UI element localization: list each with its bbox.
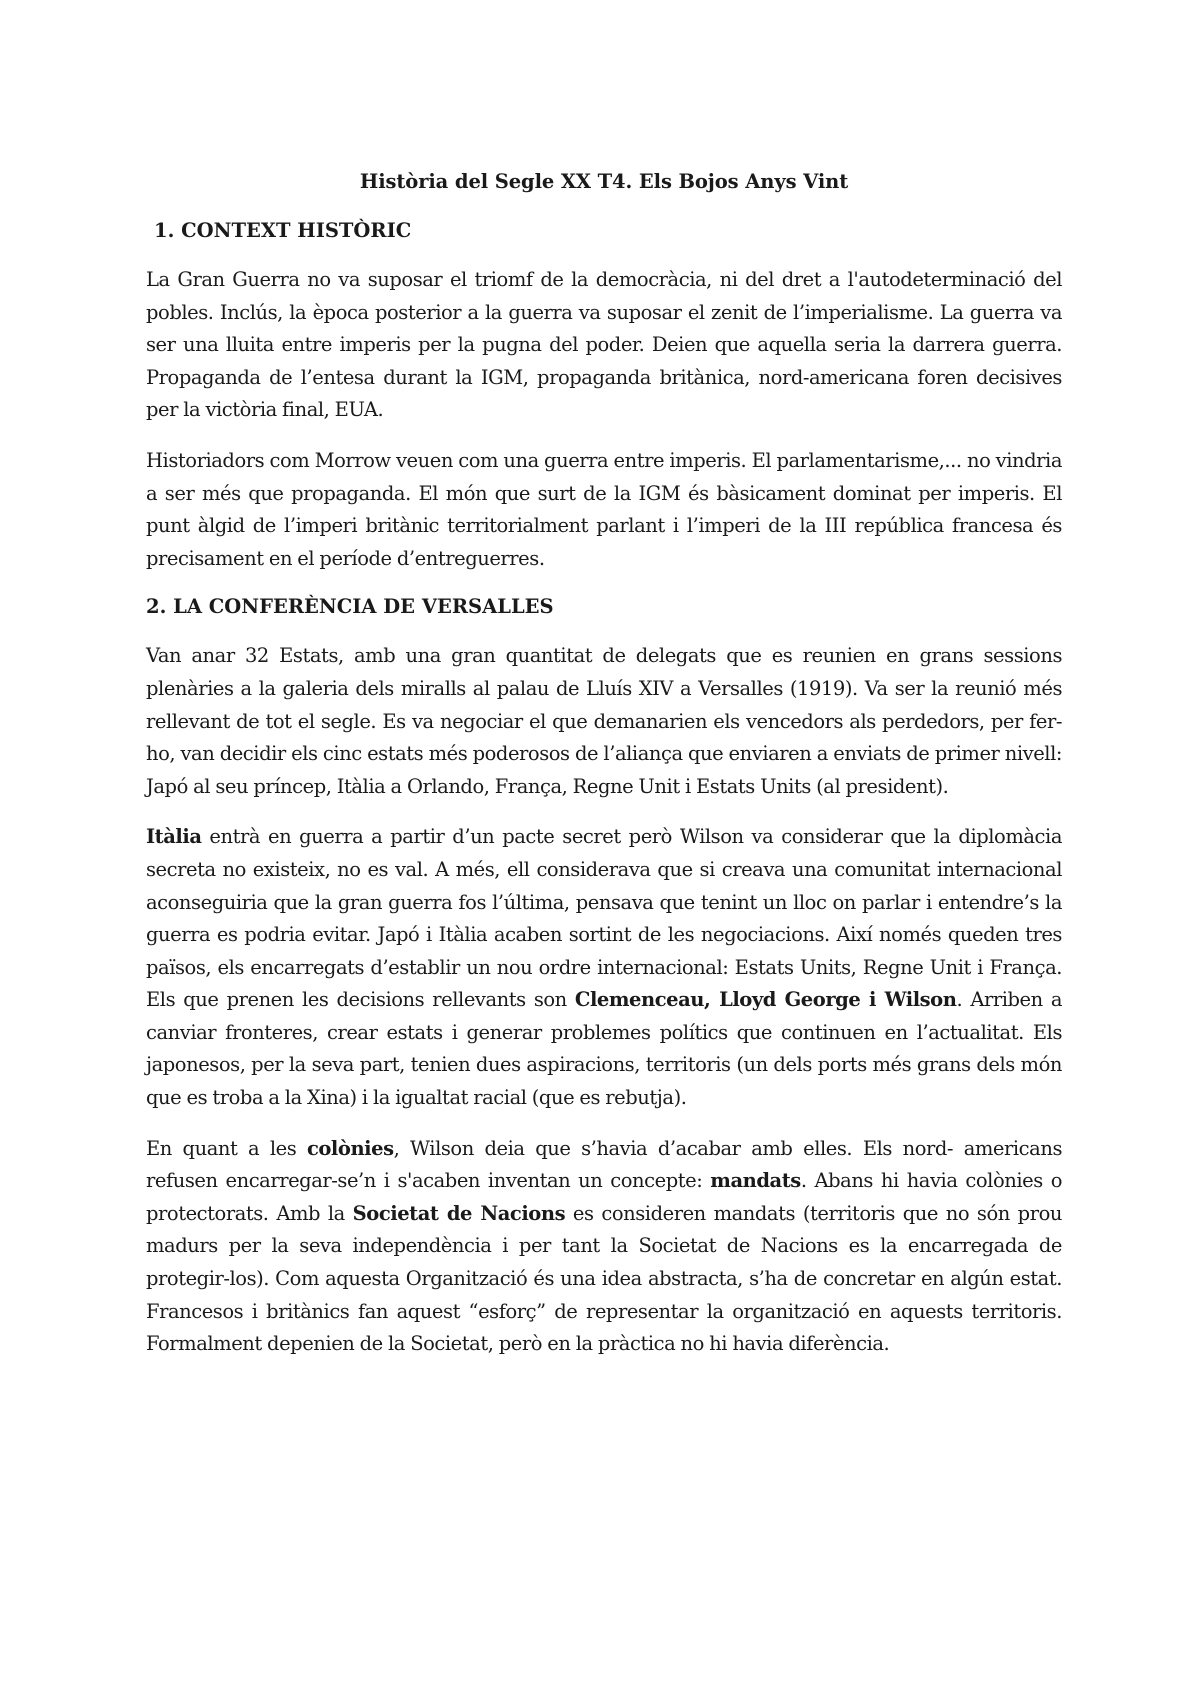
bold-text-run: Clemenceau, Lloyd George i Wilson	[574, 988, 957, 1012]
text-run: . Arriben a canviar fronteres, crear estats i generar problemes polítics que continuen en l’actualitat. Els japonesos, per la seva part, tenien dues aspiracions, territoris (un dels ports més grans dels món que es troba a la Xina) i la igualtat racial (que es rebutja).	[146, 988, 1062, 1110]
section-heading: 2. LA CONFERÈNCIA DE VERSALLES	[146, 595, 554, 619]
section-conferencia-versalles	[146, 593, 1062, 1360]
text-run: es consideren mandats (territoris que no són prou madurs per la seva independència i per tant la Societat de Nacions es la encarregada de protegir-los). Com aquesta Organització és una idea abstracta, s’ha de concretar en algún estat. Francesos i britànics fan aquest “esforç” de representar la organització en aquests territoris. Formalment depenien de la Societat, però en la pràctica no hi havia diferència.	[146, 1201, 1062, 1356]
text-run: , Wilson deia que s’havia d’acabar amb elles. Els nord- americans refusen encarregar-se’n i s'acaben inventan un concepte:	[146, 1136, 1062, 1193]
section-context-historic	[146, 217, 1062, 575]
paragraph	[146, 821, 1062, 1114]
bold-text-run: colònies	[306, 1136, 394, 1160]
document-page	[146, 168, 1062, 1379]
text-run: La Gran Guerra no va suposar el triomf de la democràcia, ni del dret a l'autodeterminació del pobles. Inclús, la època posterior a la guerra va suposar el zenit de l’imperialisme. La guerra va ser una lluita entre imperis per la pugna del poder. Deien que aquella seria la darrera guerra. Propaganda de l’entesa durant la IGM, propaganda britànica, nord-americana foren decisives per la victòria final, EUA.	[146, 268, 1062, 422]
paragraph	[146, 640, 1062, 803]
section-heading: 1. CONTEXT HISTÒRIC	[154, 219, 412, 242]
bold-text-run: Itàlia	[146, 825, 202, 849]
paragraph	[146, 264, 1062, 427]
bold-text-run: mandats	[710, 1169, 801, 1193]
text-run: . Abans hi havia colònies o protectorats. Amb la	[146, 1169, 1062, 1225]
paragraph	[146, 445, 1062, 575]
bold-text-run: Societat de Nacions	[352, 1201, 566, 1225]
text-run: En quant a les	[146, 1136, 307, 1160]
text-run: entrà en guerra a partir d’un pacte secret però Wilson va considerar que la diplomàcia secreta no existeix, no es val. A més, ell considerava que si creava una comunitat internacional aconseguiria que la gran guerra fos l’última, pensava que tenint un lloc on parlar i entendre’s la guerra es podria evitar. Japó i Itàlia acaben sortint de les negociacions. Així només queden tres països, els encarregats d’establir un nou ordre internacional: Estats Units, Regne Unit i França. Els que prenen les decisions rellevants son	[146, 825, 1062, 1012]
paragraph	[146, 1133, 1062, 1361]
text-run: Van anar 32 Estats, amb una gran quantitat de delegats que es reunien en grans sessions plenàries a la galeria dels miralls al palau de Lluís XIV a Versalles (1919). Va ser la reunió més rellevant de tot el segle. Es va negociar el que demanarien els vencedors als perdedors, per fer-ho, van decidir els cinc estats més poderosos de l’aliança que enviaren a enviats de primer nivell: Japó al seu príncep, Itàlia a Orlando, França, Regne Unit i Estats Units (al president).	[146, 644, 1062, 798]
text-run: Historiadors com Morrow veuen com una guerra entre imperis. El parlamentarisme,... no vindria a ser més que propaganda. El món que surt de la IGM és bàsicament dominat per imperis. El punt àlgid de l’imperi britànic territorialment parlant i l’imperi de la III república francesa és precisament en el període d’entreguerres.	[146, 448, 1062, 570]
document-title: Història del Segle XX T4. Els Bojos Anys Vint	[359, 170, 849, 193]
